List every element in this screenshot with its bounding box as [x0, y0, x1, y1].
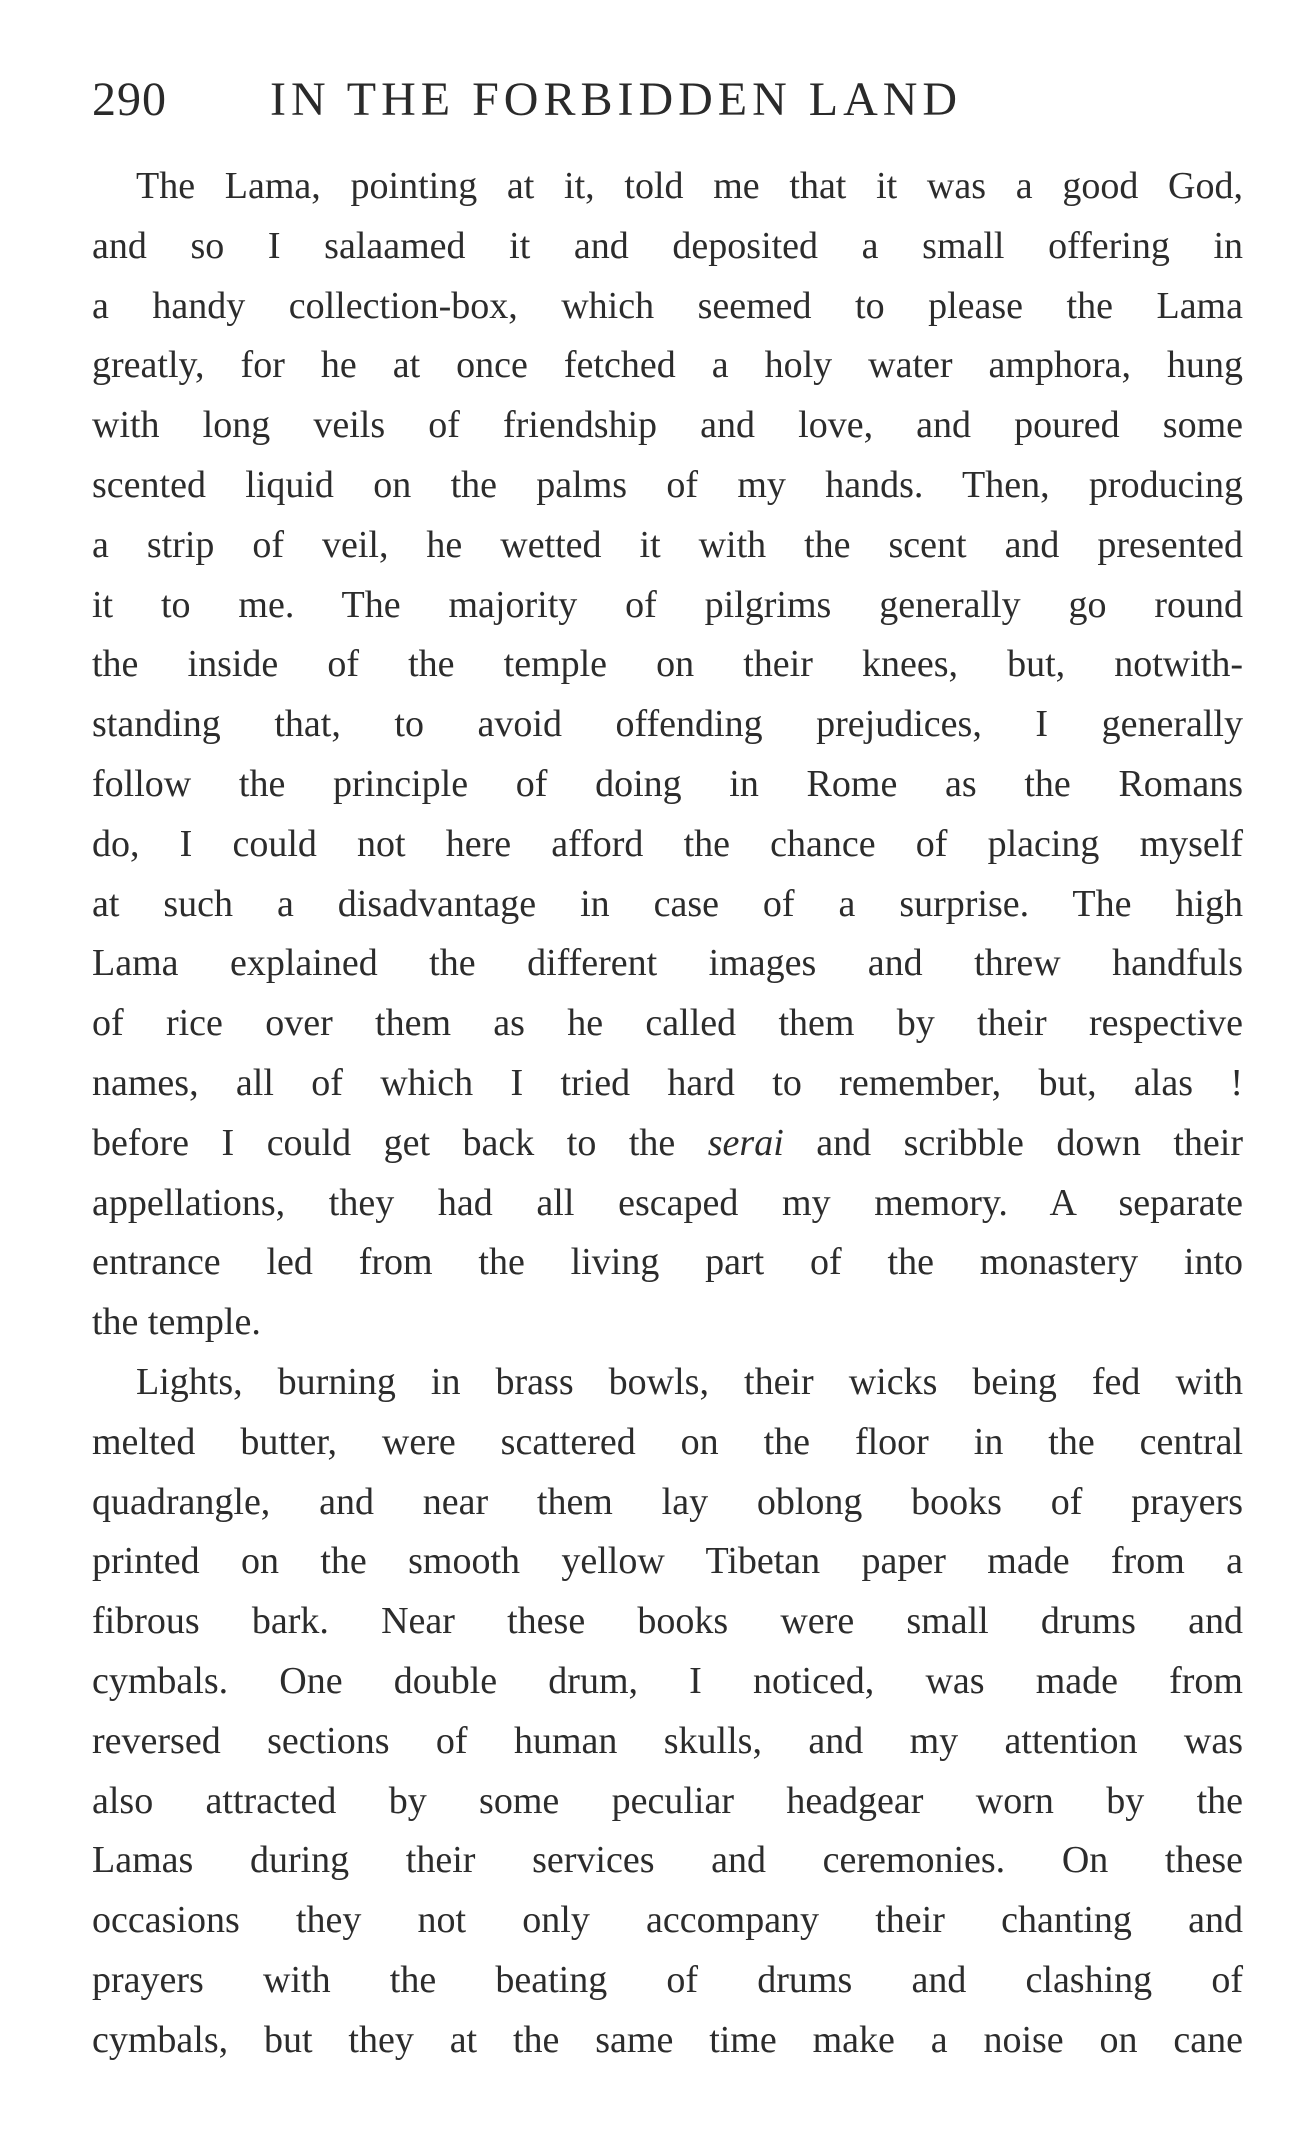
text-line: the inside of the temple on their knees, but, notwith- [92, 643, 1243, 686]
text-line: fibrous bark. Near these books were small drums and [92, 1600, 1243, 1643]
text-line: scented liquid on the palms of my hands. Then, producing [92, 463, 1243, 506]
text-line: also attracted by some peculiar headgear worn by the [92, 1779, 1243, 1822]
paragraph-1 [92, 157, 1243, 1353]
text-line: standing that, to avoid offending prejudices, I generally [92, 703, 1243, 746]
paragraph-2 [92, 1353, 1243, 2071]
text-line: Lamas during their services and ceremonies. On these [92, 1839, 1243, 1882]
text-line: occasions they not only accompany their chanting and [92, 1899, 1243, 1942]
text-line: follow the principle of doing in Rome as the Romans [92, 762, 1243, 805]
italic-word-serai: serai [707, 1121, 784, 1164]
text-line: at such a disadvantage in case of a surprise. The high [92, 882, 1243, 925]
text-line: printed on the smooth yellow Tibetan paper made from a [92, 1540, 1243, 1583]
text-line: and so I salaamed it and deposited a small offering in [92, 224, 1243, 267]
text-line: a handy collection-box, which seemed to please the Lama [92, 284, 1243, 327]
page-number: 290 [92, 73, 167, 126]
text-line: Lama explained the different images and threw handfuls [92, 942, 1243, 985]
text-line [92, 1114, 1243, 1174]
text-line: of rice over them as he called them by their respective [92, 1002, 1243, 1045]
text-line: prayers with the beating of drums and clashing of [92, 1958, 1243, 2001]
text-line: with long veils of friendship and love, and poured some [92, 404, 1243, 447]
text-line: names, all of which I tried hard to remember, but, alas ! [92, 1061, 1243, 1104]
text-line: a strip of veil, he wetted it with the scent and presented [92, 523, 1243, 566]
running-title: IN THE FORBIDDEN LAND [270, 73, 963, 126]
text-line: it to me. The majority of pilgrims generally go round [92, 583, 1243, 626]
body-text [92, 157, 1243, 2071]
text-line: appellations, they had all escaped my memory. A separate [92, 1181, 1243, 1224]
text-line: the temple. [92, 1301, 261, 1344]
text-line: reversed sections of human skulls, and my attention was [92, 1719, 1243, 1762]
text-line: cymbals. One double drum, I noticed, was made from [92, 1659, 1243, 1702]
text-line: Lights, burning in brass bowls, their wicks being fed with [136, 1360, 1243, 1403]
text-line: do, I could not here afford the chance of placing myself [92, 822, 1243, 865]
text-line: quadrangle, and near them lay oblong books of prayers [92, 1480, 1243, 1523]
text-segment: and scribble down their [783, 1121, 1243, 1164]
text-line: cymbals, but they at the same time make a noise on cane [92, 2018, 1243, 2061]
running-header [92, 72, 1072, 128]
text-line: The Lama, pointing at it, told me that it was a good God, [136, 165, 1243, 207]
text-line: entrance led from the living part of the monastery into [92, 1241, 1243, 1284]
text-segment: before I could get back to the [92, 1121, 708, 1164]
text-line: greatly, for he at once fetched a holy water amphora, hung [92, 344, 1243, 387]
text-line: melted butter, were scattered on the floor in the central [92, 1420, 1243, 1463]
